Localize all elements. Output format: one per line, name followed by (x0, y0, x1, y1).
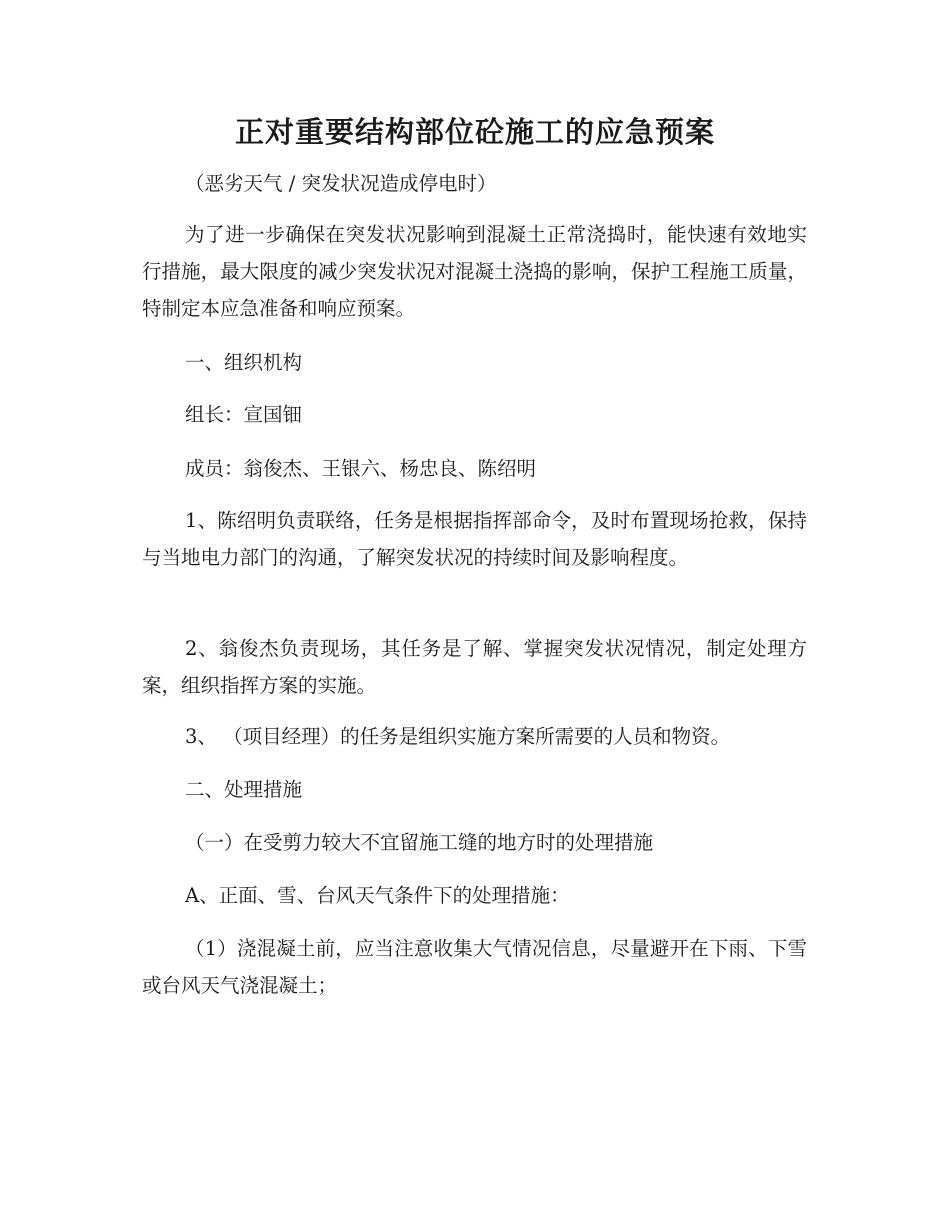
duty-item-3: 3、 （项目经理）的任务是组织实施方案所需要的人员和物资。 (185, 725, 731, 748)
team-leader-line: 组长：宣国钿 (185, 403, 303, 426)
duty-item-1: 1、陈绍明负责联络，任务是根据指挥部命令，及时布置现场抢救，保持与当地电力部门的沟通，了解突发状况的持续时间及影响程度。 (142, 509, 807, 569)
section-heading-organization: 一、组织机构 (185, 351, 303, 374)
document-title: 正对重要结构部位砼施工的应急预案 (234, 115, 715, 149)
team-members-line: 成员：翁俊杰、王银六、杨忠良、陈绍明 (185, 457, 537, 480)
subsection-heading-1: （一）在受剪力较大不宜留施工缝的地方时的处理措施 (185, 831, 654, 854)
duty-item-2: 2、翁俊杰负责现场，其任务是了解、掌握突发状况情况，制定处理方案，组织指挥方案的实施。 (142, 637, 807, 697)
measure-item-1: （1）浇混凝土前，应当注意收集大气情况信息，尽量避开在下雨、下雪或台风天气浇混凝土； (142, 937, 807, 997)
section-heading-measures: 二、处理措施 (185, 778, 303, 801)
weather-measures-heading: A、正面、雪、台风天气条件下的处理措施： (185, 884, 570, 907)
document-subtitle: （恶劣天气 / 突发状况造成停电时） (185, 172, 497, 195)
intro-paragraph: 为了进一步确保在突发状况影响到混凝土正常浇捣时，能快速有效地实行措施，最大限度的减少突发状况对混凝土浇捣的影响，保护工程施工质量，特制定本应急准备和响应预案。 (142, 223, 807, 320)
